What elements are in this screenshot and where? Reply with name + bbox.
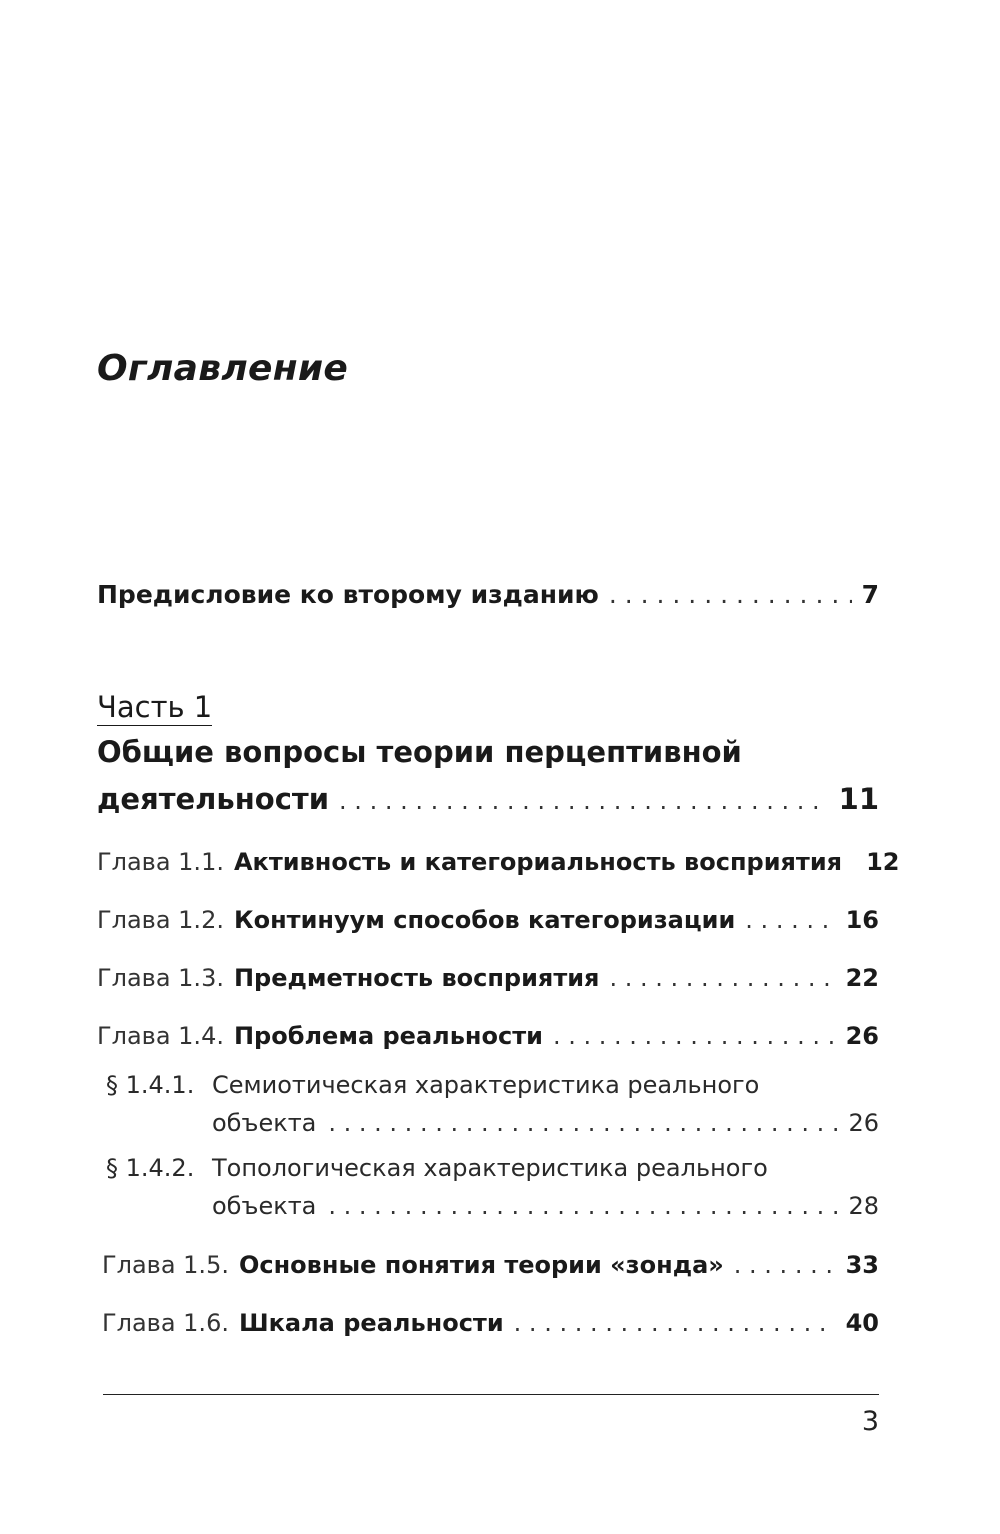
page-number: 3 (861, 1406, 879, 1437)
chapter-prefix: Глава 1.3. (97, 964, 224, 992)
dot-leader (745, 906, 835, 934)
chapter-page: 40 (845, 1309, 879, 1337)
toc-entry-chapter-1-4[interactable] (97, 1022, 879, 1050)
dot-leader (514, 1309, 836, 1337)
chapter-title: Континуум способов категоризации (233, 906, 736, 934)
chapter-title: Шкала реальности (238, 1309, 504, 1337)
dot-leader (328, 1192, 838, 1220)
chapter-page: 26 (845, 1022, 879, 1050)
chapter-prefix: Глава 1.5. (102, 1251, 229, 1279)
footer-rule (103, 1394, 879, 1395)
section-title-line1: Топологическая характеристика реального (212, 1154, 768, 1182)
toc-entry-section-1-4-2[interactable] (106, 1154, 879, 1220)
part-title-line2: деятельности (97, 782, 330, 816)
dot-leader (609, 964, 835, 992)
part-title-line1: Общие вопросы теории перцептивной (97, 735, 742, 769)
toc-entry-chapter-1-3[interactable] (97, 964, 879, 992)
toc-entry-section-1-4-1[interactable] (106, 1071, 879, 1137)
section-page: 28 (848, 1192, 879, 1220)
toc-entry-part-1[interactable] (97, 782, 879, 816)
chapter-page: 12 (866, 848, 900, 876)
section-number: § 1.4.1. (106, 1071, 195, 1099)
chapter-prefix: Глава 1.2. (97, 906, 224, 934)
chapter-prefix: Глава 1.6. (102, 1309, 229, 1337)
chapter-page: 22 (845, 964, 879, 992)
toc-entry-preface[interactable] (97, 580, 879, 609)
toc-title: Оглавление (97, 348, 349, 389)
dot-leader (553, 1022, 836, 1050)
chapter-page: 33 (845, 1251, 879, 1279)
dot-leader (609, 580, 852, 609)
section-number: § 1.4.2. (106, 1154, 195, 1182)
toc-entry-chapter-1-6[interactable] (102, 1309, 879, 1337)
chapter-title: Активность и категориальность восприятия (233, 848, 843, 876)
chapter-title: Предметность восприятия (233, 964, 600, 992)
section-title-line2: объекта (212, 1109, 317, 1137)
part-page: 11 (838, 782, 879, 816)
chapter-title: Проблема реальности (233, 1022, 543, 1050)
section-title-line2: объекта (212, 1192, 317, 1220)
dot-leader (734, 1251, 836, 1279)
chapter-page: 16 (845, 906, 879, 934)
section-title-line1: Семиотическая характеристика реального (212, 1071, 760, 1099)
preface-page: 7 (861, 580, 879, 609)
chapter-prefix: Глава 1.4. (97, 1022, 224, 1050)
chapter-title: Основные понятия теории «зонда» (238, 1251, 724, 1279)
preface-title: Предисловие ко второму изданию (97, 580, 599, 609)
chapter-prefix: Глава 1.1. (97, 848, 224, 876)
section-page: 26 (848, 1109, 879, 1137)
part-label: Часть 1 (97, 690, 213, 724)
dot-leader (328, 1109, 838, 1137)
dot-leader (339, 787, 829, 815)
toc-entry-chapter-1-1[interactable] (97, 848, 900, 876)
toc-entry-chapter-1-2[interactable] (97, 906, 879, 934)
toc-entry-chapter-1-5[interactable] (102, 1251, 879, 1279)
